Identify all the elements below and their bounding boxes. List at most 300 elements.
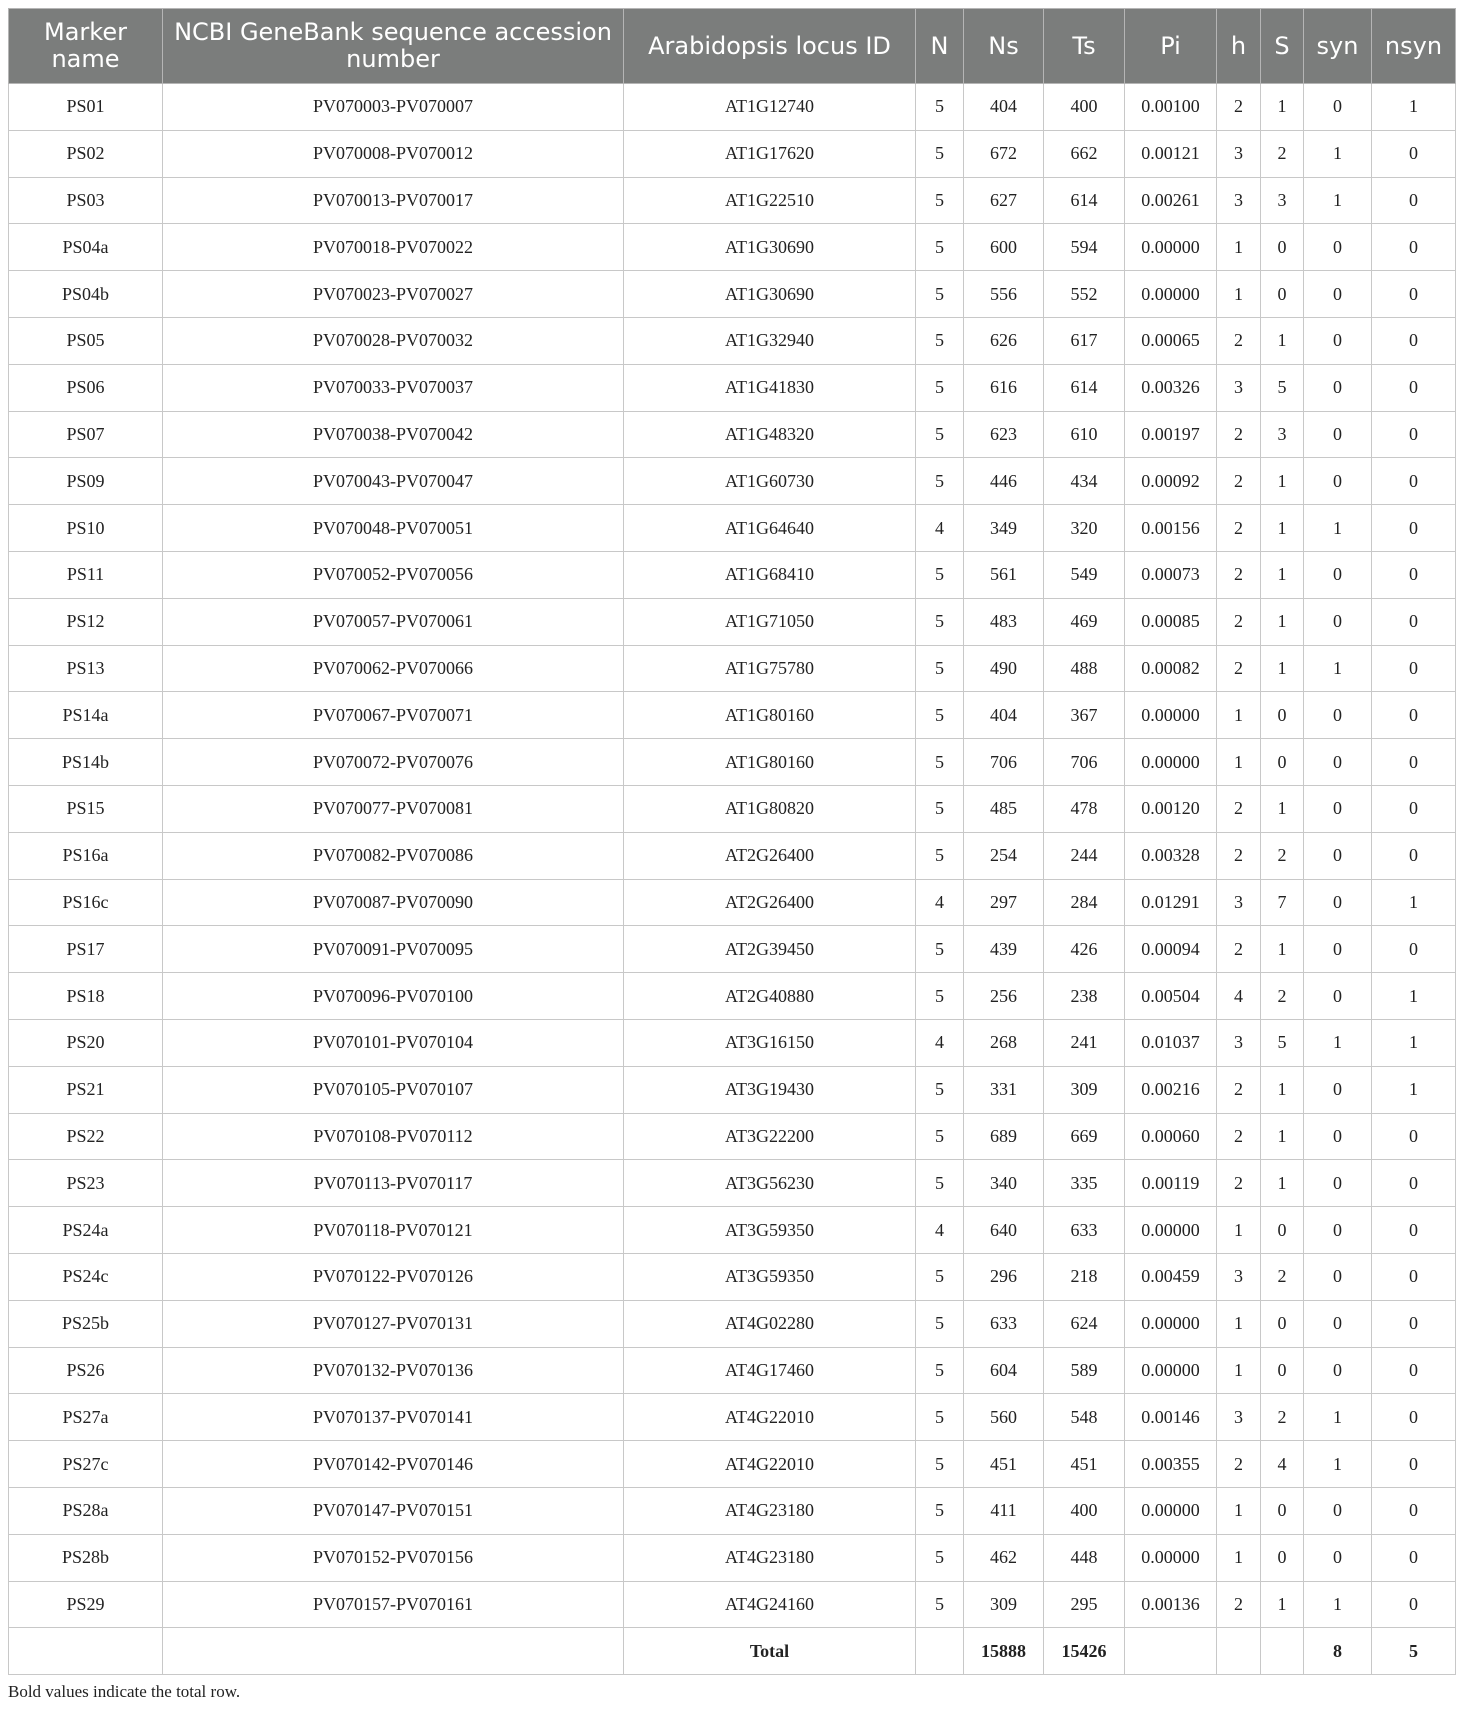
table-cell: 0 bbox=[1372, 739, 1456, 786]
table-cell: 1 bbox=[1304, 1019, 1372, 1066]
table-cell: 5 bbox=[916, 1534, 964, 1581]
table-cell: 0 bbox=[1372, 1394, 1456, 1441]
table-cell: 5 bbox=[916, 926, 964, 973]
table-cell: PS15 bbox=[9, 785, 163, 832]
table-cell: 483 bbox=[964, 598, 1044, 645]
table-cell: 1 bbox=[1217, 1347, 1261, 1394]
table-cell: PV070113-PV070117 bbox=[163, 1160, 624, 1207]
column-header: h bbox=[1217, 9, 1261, 84]
table-cell: 0 bbox=[1304, 832, 1372, 879]
table-row bbox=[9, 411, 1456, 458]
table-cell: 672 bbox=[964, 130, 1044, 177]
table-cell: 1 bbox=[1304, 1394, 1372, 1441]
table-cell: 0 bbox=[1372, 926, 1456, 973]
table-cell: 2 bbox=[1261, 1253, 1304, 1300]
table-cell: PV070142-PV070146 bbox=[163, 1441, 624, 1488]
table-cell: 589 bbox=[1044, 1347, 1125, 1394]
table-cell: AT4G23180 bbox=[624, 1534, 916, 1581]
table-cell: 0.00094 bbox=[1125, 926, 1217, 973]
table-cell: 0 bbox=[1372, 551, 1456, 598]
table-cell: 1 bbox=[1304, 177, 1372, 224]
table-cell: 5 bbox=[916, 645, 964, 692]
table-cell: PS12 bbox=[9, 598, 163, 645]
table-cell: AT4G22010 bbox=[624, 1441, 916, 1488]
table-cell: PS04b bbox=[9, 271, 163, 318]
table-cell: 610 bbox=[1044, 411, 1125, 458]
table-cell bbox=[1261, 1628, 1304, 1675]
table-cell: PS27a bbox=[9, 1394, 163, 1441]
table-cell: 0 bbox=[1372, 177, 1456, 224]
table-cell bbox=[1125, 1628, 1217, 1675]
table-cell: PV070023-PV070027 bbox=[163, 271, 624, 318]
table-cell: 439 bbox=[964, 926, 1044, 973]
table-cell: 0 bbox=[1372, 1300, 1456, 1347]
table-cell: 5 bbox=[916, 130, 964, 177]
table-cell: PV070137-PV070141 bbox=[163, 1394, 624, 1441]
table-cell: 5 bbox=[916, 1066, 964, 1113]
table-cell: AT1G17620 bbox=[624, 130, 916, 177]
table-cell: 0.00326 bbox=[1125, 364, 1217, 411]
table-cell: 0 bbox=[1261, 1300, 1304, 1347]
table-cell: AT1G60730 bbox=[624, 458, 916, 505]
table-cell: 1 bbox=[1372, 1019, 1456, 1066]
table-cell: PV070122-PV070126 bbox=[163, 1253, 624, 1300]
table-cell: PV070003-PV070007 bbox=[163, 84, 624, 131]
table-cell: 411 bbox=[964, 1487, 1044, 1534]
table-cell: 2 bbox=[1217, 645, 1261, 692]
table-cell: 0 bbox=[1304, 692, 1372, 739]
table-row bbox=[9, 1581, 1456, 1628]
table-cell: PV070033-PV070037 bbox=[163, 364, 624, 411]
table-cell: 0 bbox=[1372, 645, 1456, 692]
table-row bbox=[9, 224, 1456, 271]
table-cell: 320 bbox=[1044, 505, 1125, 552]
table-cell: 0 bbox=[1304, 1253, 1372, 1300]
table-row bbox=[9, 832, 1456, 879]
table-cell: 2 bbox=[1261, 832, 1304, 879]
table-cell: 0.00065 bbox=[1125, 317, 1217, 364]
table-cell: 0 bbox=[1261, 692, 1304, 739]
table-cell: 2 bbox=[1217, 458, 1261, 505]
table-cell: 367 bbox=[1044, 692, 1125, 739]
table-cell: 0.00355 bbox=[1125, 1441, 1217, 1488]
table-cell: 1 bbox=[1372, 84, 1456, 131]
table-cell: AT3G19430 bbox=[624, 1066, 916, 1113]
table-cell: 614 bbox=[1044, 364, 1125, 411]
table-cell: 0 bbox=[1372, 271, 1456, 318]
table-cell: PV070152-PV070156 bbox=[163, 1534, 624, 1581]
table-cell: 462 bbox=[964, 1534, 1044, 1581]
table-cell: AT1G68410 bbox=[624, 551, 916, 598]
column-header: NCBI GeneBank sequence accession number bbox=[163, 9, 624, 84]
table-cell: PS17 bbox=[9, 926, 163, 973]
table-cell: PS16a bbox=[9, 832, 163, 879]
table-row bbox=[9, 879, 1456, 926]
table-cell: 0 bbox=[1304, 1487, 1372, 1534]
table-cell: 4 bbox=[916, 1207, 964, 1254]
table-cell: 3 bbox=[1261, 177, 1304, 224]
table-row bbox=[9, 1441, 1456, 1488]
table-cell: 3 bbox=[1217, 1019, 1261, 1066]
table-cell: 0 bbox=[1304, 1347, 1372, 1394]
table-cell: AT1G12740 bbox=[624, 84, 916, 131]
table-cell: PS11 bbox=[9, 551, 163, 598]
table-row bbox=[9, 1300, 1456, 1347]
table-cell: 633 bbox=[964, 1300, 1044, 1347]
table-cell: PS04a bbox=[9, 224, 163, 271]
table-cell: 1 bbox=[1261, 598, 1304, 645]
table-cell: 706 bbox=[1044, 739, 1125, 786]
table-cell: PV070091-PV070095 bbox=[163, 926, 624, 973]
table-cell: 3 bbox=[1217, 1253, 1261, 1300]
table-cell: 5 bbox=[916, 1441, 964, 1488]
table-cell: 0.00000 bbox=[1125, 1207, 1217, 1254]
table-cell: 5 bbox=[916, 785, 964, 832]
table-cell: 4 bbox=[916, 879, 964, 926]
table-cell: 0.00197 bbox=[1125, 411, 1217, 458]
table-cell: 1 bbox=[1217, 1300, 1261, 1347]
table-cell: 0 bbox=[1304, 551, 1372, 598]
table-cell: 0 bbox=[1372, 1581, 1456, 1628]
table-cell: 1 bbox=[1372, 879, 1456, 926]
table-cell: AT1G41830 bbox=[624, 364, 916, 411]
table-cell: 478 bbox=[1044, 785, 1125, 832]
table-cell: 0.00504 bbox=[1125, 973, 1217, 1020]
table-cell: PS09 bbox=[9, 458, 163, 505]
table-cell: PV070057-PV070061 bbox=[163, 598, 624, 645]
table-cell: 604 bbox=[964, 1347, 1044, 1394]
table-cell: 1 bbox=[1261, 458, 1304, 505]
table-cell: PS03 bbox=[9, 177, 163, 224]
table-row bbox=[9, 926, 1456, 973]
column-header: Pi bbox=[1125, 9, 1217, 84]
table-cell: 2 bbox=[1217, 1066, 1261, 1113]
table-cell: 5 bbox=[916, 1113, 964, 1160]
table-cell: 0.00459 bbox=[1125, 1253, 1217, 1300]
table-cell: 0 bbox=[1304, 1300, 1372, 1347]
table-cell: 426 bbox=[1044, 926, 1125, 973]
table-cell: 5 bbox=[916, 1487, 964, 1534]
table-row bbox=[9, 1534, 1456, 1581]
table-row bbox=[9, 505, 1456, 552]
table-cell: 2 bbox=[1217, 317, 1261, 364]
table-row bbox=[9, 177, 1456, 224]
table-cell: AT2G26400 bbox=[624, 832, 916, 879]
table-cell: 400 bbox=[1044, 84, 1125, 131]
table-cell: 1 bbox=[1261, 785, 1304, 832]
table-cell: 0 bbox=[1372, 224, 1456, 271]
table-cell: AT2G40880 bbox=[624, 973, 916, 1020]
table-cell: 0 bbox=[1372, 832, 1456, 879]
table-row bbox=[9, 692, 1456, 739]
table-cell: 256 bbox=[964, 973, 1044, 1020]
table-row bbox=[9, 1160, 1456, 1207]
table-cell: PS05 bbox=[9, 317, 163, 364]
table-cell: 552 bbox=[1044, 271, 1125, 318]
table-cell: 0.00136 bbox=[1125, 1581, 1217, 1628]
column-header: nsyn bbox=[1372, 9, 1456, 84]
table-cell bbox=[1217, 1628, 1261, 1675]
table-cell: PV070008-PV070012 bbox=[163, 130, 624, 177]
table-cell: 633 bbox=[1044, 1207, 1125, 1254]
table-cell: 0 bbox=[1372, 692, 1456, 739]
table-cell: 640 bbox=[964, 1207, 1044, 1254]
table-cell: 254 bbox=[964, 832, 1044, 879]
table-cell: 0 bbox=[1304, 271, 1372, 318]
table-cell: 616 bbox=[964, 364, 1044, 411]
table-cell: 0 bbox=[1372, 1160, 1456, 1207]
column-header: S bbox=[1261, 9, 1304, 84]
table-cell: 0 bbox=[1261, 271, 1304, 318]
table-cell: 3 bbox=[1261, 411, 1304, 458]
table-cell: PS24c bbox=[9, 1253, 163, 1300]
table-row bbox=[9, 739, 1456, 786]
table-cell: 669 bbox=[1044, 1113, 1125, 1160]
table-cell: 404 bbox=[964, 692, 1044, 739]
table-cell: 623 bbox=[964, 411, 1044, 458]
table-cell: AT3G16150 bbox=[624, 1019, 916, 1066]
table-cell: 1 bbox=[1261, 1160, 1304, 1207]
table-cell: 284 bbox=[1044, 879, 1125, 926]
table-cell: 549 bbox=[1044, 551, 1125, 598]
table-cell: 2 bbox=[1217, 785, 1261, 832]
table-cell: PV070087-PV070090 bbox=[163, 879, 624, 926]
table-cell: PV070052-PV070056 bbox=[163, 551, 624, 598]
table-cell: 1 bbox=[1217, 692, 1261, 739]
table-cell: 5 bbox=[1372, 1628, 1456, 1675]
table-cell: 5 bbox=[1261, 364, 1304, 411]
header-row bbox=[9, 9, 1456, 84]
table-cell: 1 bbox=[1261, 84, 1304, 131]
table-cell: 451 bbox=[964, 1441, 1044, 1488]
table-cell: 0.00000 bbox=[1125, 1534, 1217, 1581]
table-cell: 1 bbox=[1304, 505, 1372, 552]
column-header: syn bbox=[1304, 9, 1372, 84]
table-cell: 4 bbox=[1217, 973, 1261, 1020]
table-cell: 15888 bbox=[964, 1628, 1044, 1675]
table-cell: 1 bbox=[1261, 1113, 1304, 1160]
table-cell: 617 bbox=[1044, 317, 1125, 364]
table-cell: PS27c bbox=[9, 1441, 163, 1488]
table-cell: 561 bbox=[964, 551, 1044, 598]
table-cell: AT4G17460 bbox=[624, 1347, 916, 1394]
table-cell: AT1G22510 bbox=[624, 177, 916, 224]
table-cell: 1 bbox=[1217, 1487, 1261, 1534]
table-cell: 0.00073 bbox=[1125, 551, 1217, 598]
table-row bbox=[9, 317, 1456, 364]
table-cell: 0 bbox=[1372, 1253, 1456, 1300]
table-cell: 3 bbox=[1217, 879, 1261, 926]
table-cell: 1 bbox=[1304, 645, 1372, 692]
table-cell: 2 bbox=[1217, 1581, 1261, 1628]
table-cell: 0 bbox=[1372, 130, 1456, 177]
table-cell: PV070018-PV070022 bbox=[163, 224, 624, 271]
table-row bbox=[9, 1253, 1456, 1300]
table-cell: AT4G23180 bbox=[624, 1487, 916, 1534]
table-cell: PS22 bbox=[9, 1113, 163, 1160]
table-cell: 627 bbox=[964, 177, 1044, 224]
table-cell: 556 bbox=[964, 271, 1044, 318]
table-cell: 0 bbox=[1304, 598, 1372, 645]
table-cell: 0 bbox=[1304, 317, 1372, 364]
table-cell: AT1G71050 bbox=[624, 598, 916, 645]
table-cell: PV070096-PV070100 bbox=[163, 973, 624, 1020]
table-cell: 451 bbox=[1044, 1441, 1125, 1488]
table-cell: PS23 bbox=[9, 1160, 163, 1207]
table-cell: 5 bbox=[916, 364, 964, 411]
table-cell: 0 bbox=[1372, 1347, 1456, 1394]
table-cell: 0 bbox=[1372, 411, 1456, 458]
table-cell: 0.00100 bbox=[1125, 84, 1217, 131]
table-cell: 0 bbox=[1304, 926, 1372, 973]
table-cell: 0.00261 bbox=[1125, 177, 1217, 224]
table-cell: 1 bbox=[1217, 271, 1261, 318]
table-cell: PS26 bbox=[9, 1347, 163, 1394]
table-cell: PV070132-PV070136 bbox=[163, 1347, 624, 1394]
table-cell: 5 bbox=[916, 84, 964, 131]
table-cell: 689 bbox=[964, 1113, 1044, 1160]
table-cell: 0 bbox=[1372, 1113, 1456, 1160]
table-cell: PS18 bbox=[9, 973, 163, 1020]
table-cell: 0 bbox=[1304, 973, 1372, 1020]
table-cell: 2 bbox=[1217, 926, 1261, 973]
table-cell: 0.00000 bbox=[1125, 271, 1217, 318]
table-cell: 2 bbox=[1217, 1113, 1261, 1160]
table-cell bbox=[163, 1628, 624, 1675]
table-cell: 0 bbox=[1372, 785, 1456, 832]
column-header: Ts bbox=[1044, 9, 1125, 84]
table-cell: 600 bbox=[964, 224, 1044, 271]
table-cell: 296 bbox=[964, 1253, 1044, 1300]
table-cell: 0 bbox=[1304, 364, 1372, 411]
table-cell: 1 bbox=[1372, 1066, 1456, 1113]
table-cell: 5 bbox=[916, 1581, 964, 1628]
table-cell: 5 bbox=[916, 177, 964, 224]
table-cell: AT3G59350 bbox=[624, 1253, 916, 1300]
column-header: Arabidopsis locus ID bbox=[624, 9, 916, 84]
table-row bbox=[9, 973, 1456, 1020]
table-cell: PS13 bbox=[9, 645, 163, 692]
table-cell: 3 bbox=[1217, 130, 1261, 177]
table-cell: 5 bbox=[916, 598, 964, 645]
table-cell: 0 bbox=[1304, 1160, 1372, 1207]
table-cell: PS14b bbox=[9, 739, 163, 786]
table-cell: 0.00000 bbox=[1125, 224, 1217, 271]
table-cell: 0 bbox=[1372, 1487, 1456, 1534]
table-cell: PV070048-PV070051 bbox=[163, 505, 624, 552]
table-cell: 268 bbox=[964, 1019, 1044, 1066]
table-cell: 309 bbox=[964, 1581, 1044, 1628]
table-cell: 0 bbox=[1261, 224, 1304, 271]
table-cell: AT3G22200 bbox=[624, 1113, 916, 1160]
table-cell: 560 bbox=[964, 1394, 1044, 1441]
table-cell: 349 bbox=[964, 505, 1044, 552]
table-cell: AT1G80160 bbox=[624, 739, 916, 786]
table-cell: 0 bbox=[1372, 458, 1456, 505]
table-cell bbox=[9, 1628, 163, 1675]
table-cell: PS02 bbox=[9, 130, 163, 177]
table-row bbox=[9, 130, 1456, 177]
table-cell: PV070082-PV070086 bbox=[163, 832, 624, 879]
table-cell: 1 bbox=[1217, 1534, 1261, 1581]
table-cell: 1 bbox=[1261, 551, 1304, 598]
table-cell: 485 bbox=[964, 785, 1044, 832]
table-cell: 400 bbox=[1044, 1487, 1125, 1534]
table-row bbox=[9, 1347, 1456, 1394]
table-cell: 4 bbox=[916, 1019, 964, 1066]
table-cell: 0 bbox=[1261, 1487, 1304, 1534]
table-cell: 0 bbox=[1261, 1534, 1304, 1581]
table-cell: AT1G30690 bbox=[624, 224, 916, 271]
table-cell: PV070013-PV070017 bbox=[163, 177, 624, 224]
table-cell: 5 bbox=[916, 692, 964, 739]
table-cell: 218 bbox=[1044, 1253, 1125, 1300]
table-cell: 548 bbox=[1044, 1394, 1125, 1441]
table-cell: 0 bbox=[1304, 879, 1372, 926]
table-cell: PS28b bbox=[9, 1534, 163, 1581]
table-cell: PV070147-PV070151 bbox=[163, 1487, 624, 1534]
table-cell: 0.00119 bbox=[1125, 1160, 1217, 1207]
table-cell: 0.00156 bbox=[1125, 505, 1217, 552]
table-cell: 5 bbox=[916, 224, 964, 271]
table-cell: Total bbox=[624, 1628, 916, 1675]
table-cell: 446 bbox=[964, 458, 1044, 505]
table-cell: PV070105-PV070107 bbox=[163, 1066, 624, 1113]
table-cell: 331 bbox=[964, 1066, 1044, 1113]
table-row bbox=[9, 271, 1456, 318]
table-cell: 1 bbox=[1261, 505, 1304, 552]
table-cell: 309 bbox=[1044, 1066, 1125, 1113]
table-cell: PS01 bbox=[9, 84, 163, 131]
table-cell: 0 bbox=[1304, 785, 1372, 832]
table-row bbox=[9, 1113, 1456, 1160]
table-cell: 5 bbox=[916, 551, 964, 598]
table-row bbox=[9, 1207, 1456, 1254]
table-cell: 5 bbox=[916, 739, 964, 786]
table-cell: 1 bbox=[1261, 1581, 1304, 1628]
table-row bbox=[9, 458, 1456, 505]
table-cell: 2 bbox=[1261, 130, 1304, 177]
table-cell: 2 bbox=[1217, 598, 1261, 645]
footnote: Bold values indicate the total row. bbox=[8, 1682, 241, 1701]
table-cell: 5 bbox=[916, 832, 964, 879]
table-cell: 5 bbox=[916, 1300, 964, 1347]
table-cell: PS28a bbox=[9, 1487, 163, 1534]
table-cell: PV070157-PV070161 bbox=[163, 1581, 624, 1628]
table-cell: PS29 bbox=[9, 1581, 163, 1628]
table-cell: 1 bbox=[1217, 1207, 1261, 1254]
table-cell: 3 bbox=[1217, 177, 1261, 224]
table-cell: 2 bbox=[1217, 832, 1261, 879]
table-cell: 0.00121 bbox=[1125, 130, 1217, 177]
table-cell: 5 bbox=[916, 411, 964, 458]
table-cell: 626 bbox=[964, 317, 1044, 364]
table-cell: 1 bbox=[1217, 739, 1261, 786]
table-cell: 0 bbox=[1261, 1207, 1304, 1254]
table-cell: 0.00092 bbox=[1125, 458, 1217, 505]
table-cell: 662 bbox=[1044, 130, 1125, 177]
table-cell: AT1G80160 bbox=[624, 692, 916, 739]
table-row bbox=[9, 1066, 1456, 1113]
table-cell: 0.00085 bbox=[1125, 598, 1217, 645]
table-cell: 0.00000 bbox=[1125, 1300, 1217, 1347]
marker-table bbox=[8, 8, 1456, 1675]
table-cell: 3 bbox=[1217, 364, 1261, 411]
table-cell: 0 bbox=[1304, 411, 1372, 458]
table-cell: 0 bbox=[1304, 739, 1372, 786]
table-cell: 5 bbox=[916, 1253, 964, 1300]
table-cell: 0 bbox=[1304, 1534, 1372, 1581]
